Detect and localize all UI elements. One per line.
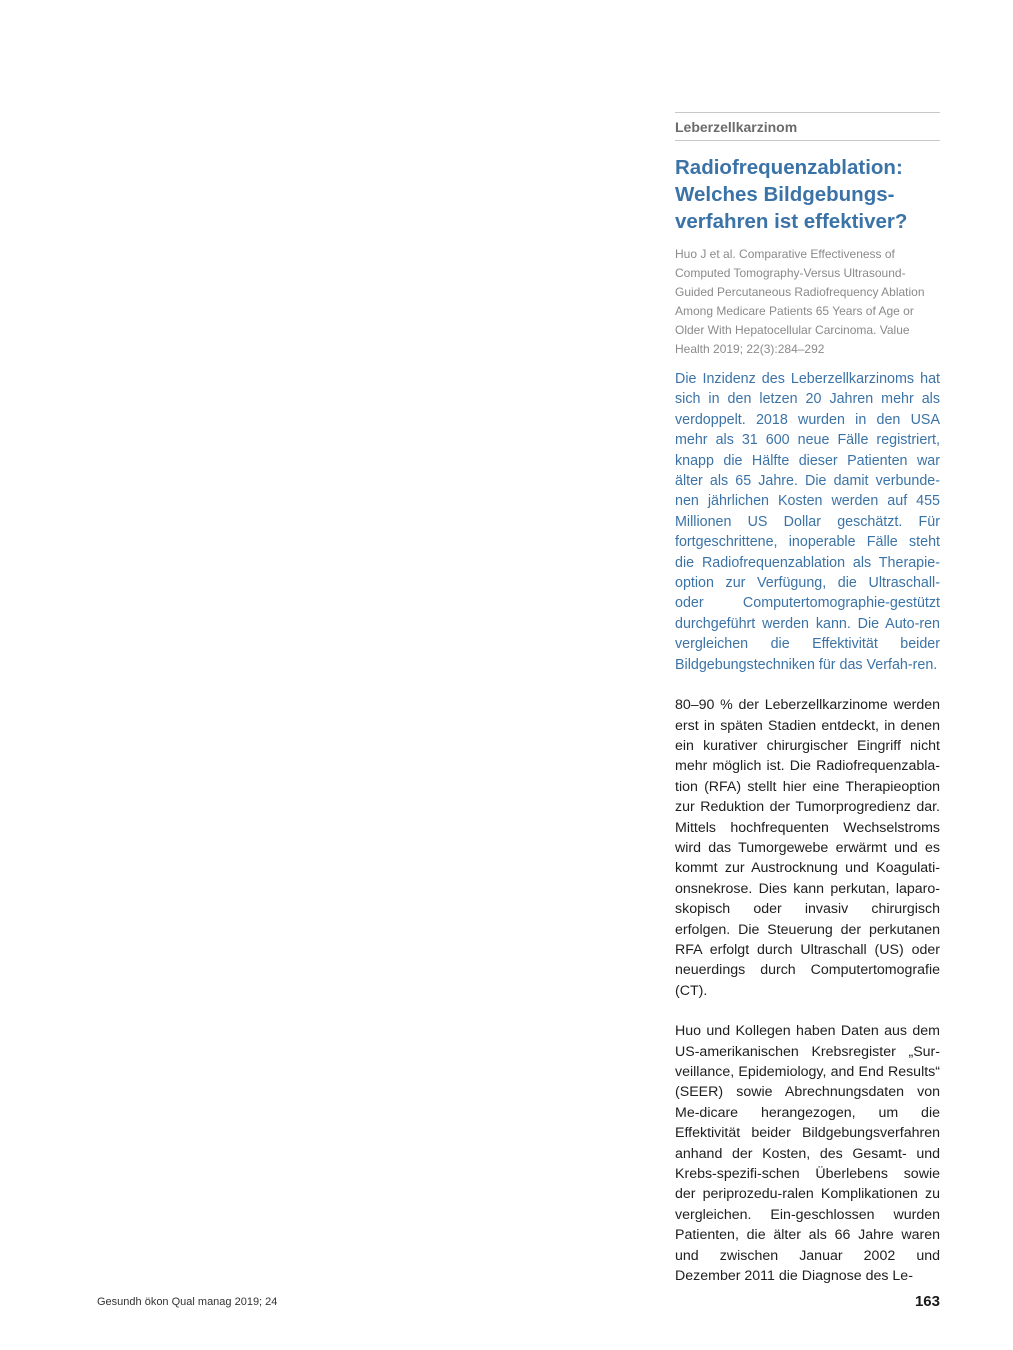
page-number: 163 <box>914 1293 940 1310</box>
article-column <box>675 112 940 1286</box>
citation: Huo J et al. Comparative Effectiveness of Computed Tomography-Versus Ultrasound-Guided Percutaneous Radiofrequency Ablation Among Medicare Patients 65 Years of Age or Older With Hepatocellular Carcinoma. Value Health 2019; 22(3):284–292 <box>675 247 925 356</box>
journal-footer: Gesundh ökon Qual manag 2019; 24 <box>97 1296 278 1308</box>
lead-paragraph: Die Inzidenz des Leberzellkarzinoms hat sich in den letzen 20 Jahren mehr als verdoppelt. 2018 wurden in den USA mehr als 31 600 neue Fälle registriert, knapp die Hälfte dieser Patienten war älter als 65 Jahre. Die damit verbunde-nen jährlichen Kosten werden auf 455 Millionen US Dollar geschätzt. Für fortgeschrittene, inoperable Fälle steht die Radiofrequenzablation als Therapie-option zur Verfügung, die Ultraschall- oder Computertomographie-gestützt durchgeführt werden kann. Die Auto-ren vergleichen die Effektivität beider Bildgebungstechniken für das Verfah-ren. <box>675 371 940 673</box>
article-title: Radiofrequenzablation: Welches Bildgebungs-verfahren ist effektiver? <box>675 156 908 233</box>
section-rule <box>675 140 940 141</box>
body-paragraph: 80–90 % der Leberzellkarzinome werden erst in späten Stadien entdeckt, in denen ein kurativer chirurgischer Eingriff nicht mehr möglich ist. Die Radiofrequenzabla-tion (RFA) stellt hier eine Therapieoption zur Reduktion der Tumorprogredienz dar. Mittels hochfrequenten Wechselstroms wird das Tumorgewebe erwärmt und es kommt zur Austrocknung und Koagulati-onsnekrose. Dies kann perkutan, laparo-skopisch oder invasiv chirurgisch erfolgen. Die Steuerung der perkutanen RFA erfolgt durch Ultraschall (US) oder neuerdings durch Computertomografie (CT). <box>675 697 940 999</box>
body-paragraph: Huo und Kollegen haben Daten aus dem US-amerikanischen Krebsregister „Sur-veillance, Epidemiology, and End Results“ (SEER) sowie Abrechnungsdaten von Me-dicare herangezogen, um die Effektivität beider Bildgebungsverfahren anhand der Kosten, des Gesamt- und Krebs-spezifi-schen Überlebens sowie der periprozedu-ralen Komplikationen zu vergleichen. Ein-geschlossen wurden Patienten, die älter als 66 Jahre waren und zwischen Januar 2002 und Dezember 2011 die Diagnose des Le- <box>675 1023 940 1285</box>
section-label: Leberzellkarzinom <box>675 119 798 135</box>
